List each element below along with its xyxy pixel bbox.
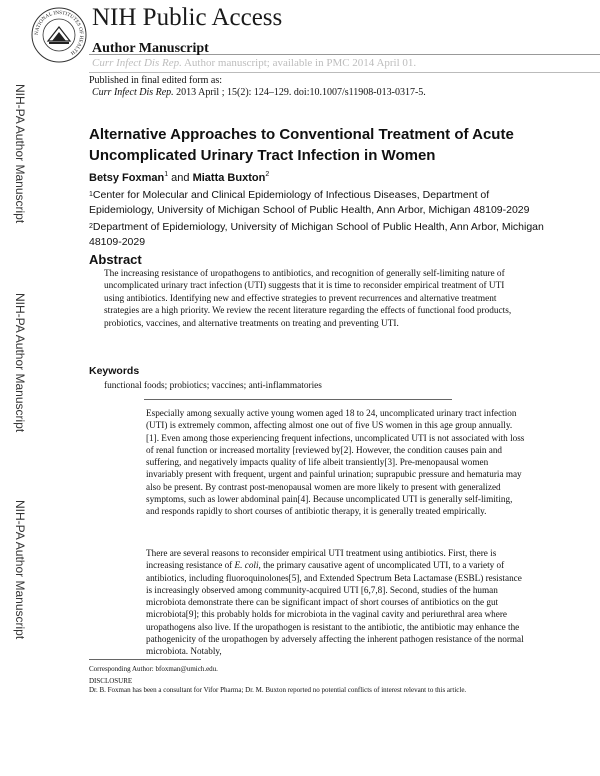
availability-line — [92, 57, 416, 69]
affiliation-2-sup: 2 — [89, 223, 93, 230]
affiliation-1 — [89, 188, 549, 218]
body-paragraph-1: Especially among sexually active young women aged 18 to 24, uncomplicated urinary tract infection (UTI) is extremely common, affecting almost one out of five US women in this age group annually. [1]. Even among those experiencing frequent infections, uncomplicated UTI is not associated with loss of renal function or increased mortality [reviewed by[2]. However, the condition causes pain and suffering, and negatively impacts quality of life albeit transiently[3]. Pre-menopausal women invariably present with frequent, urgent and painful urination; suprapubic pressure and hematuria may also be present. By contrast post-menopausal women are more likely to present with generalized symptoms, such as lower abdominal pain[4]. Because uncomplicated UTI is generally self-limiting, and responds rapidly to short courses of antibiotic therapy, it is generally treated empirically. — [146, 408, 525, 517]
citation-journal: Curr Infect Dis Rep. — [92, 87, 174, 98]
affiliation-2-text: Department of Epidemiology, University of Michigan School of Public Health, Ann Arbor, Michigan 48109-2029 — [89, 221, 544, 248]
citation — [92, 87, 426, 98]
affiliation-1-text: Center for Molecular and Clinical Epidemiology of Infectious Diseases, Department of Epidemiology, University of Michigan School of Public Health, Ann Arbor, Michigan 48109-2029 — [89, 189, 530, 216]
body-divider — [144, 399, 452, 400]
author-line — [89, 172, 269, 184]
body-paragraph-2 — [146, 547, 526, 658]
keywords-heading: Keywords — [89, 365, 140, 377]
side-label-middle: NIH-PA Author Manuscript — [13, 293, 27, 433]
abstract-heading: Abstract — [89, 252, 142, 267]
journal-abbrev: Curr Infect Dis Rep. — [92, 57, 182, 69]
author-separator: and — [168, 172, 193, 184]
footnote-divider — [89, 659, 201, 660]
side-label-bottom: NIH-PA Author Manuscript — [13, 500, 27, 640]
para2-ecoli: E. coli — [234, 560, 259, 571]
author-1-sup: 1 — [164, 171, 169, 178]
disclosure-heading: DISCLOSURE — [89, 677, 133, 685]
disclosure-text: Dr. B. Foxman has been a consultant for Vifor Pharma; Dr. M. Buxton reported no potential conflicts of interest relevant to this article. — [89, 686, 467, 694]
affiliation-1-sup: 1 — [89, 191, 93, 198]
keywords-text: functional foods; probiotics; vaccines; anti-inflammatories — [104, 381, 322, 391]
nih-public-access-title: NIH Public Access — [92, 4, 283, 31]
corresponding-author: Corresponding Author: bfoxman@umich.edu. — [89, 665, 218, 673]
para2-part-a: There are several reasons to reconsider empirical UTI treatment using antibiotics. First, there is increasing resistance of — [146, 548, 497, 571]
nih-seal-logo — [30, 6, 88, 64]
header-divider-lower — [89, 72, 600, 73]
author-2-sup: 2 — [265, 171, 270, 178]
author-2: Miatta Buxton — [192, 172, 266, 184]
author-1: Betsy Foxman — [89, 172, 165, 184]
seal-text: NATIONAL INSTITUTES OF HEALTH — [33, 9, 85, 56]
citation-details: 2013 April ; 15(2): 124–129. doi:10.1007/s11908-013-0317-5. — [173, 87, 426, 98]
availability-text: Author manuscript; available in PMC 2014 April 01. — [181, 57, 417, 69]
article-title: Alternative Approaches to Conventional Treatment of Acute Uncomplicated Urinary Tract Infection in Women — [89, 126, 514, 164]
affiliation-2 — [89, 220, 549, 250]
published-label: Published in final edited form as: — [89, 75, 223, 86]
abstract-text: The increasing resistance of uropathogens to antibiotics, and recognition of generally self-limiting nature of uncomplicated urinary tract infection (UTI) suggests that it is time to reconsider empirical treatment of UTI using antibiotics. Identifying new and effective strategies to prevent recurrences and alternative treatment strategies are a high priority. We review the recent literature regarding the effects of functional food products, probiotics, vaccines, and alternative treatments on treating and preventing UTI. — [104, 269, 512, 329]
side-label-top: NIH-PA Author Manuscript — [13, 84, 27, 224]
author-manuscript-label: Author Manuscript — [92, 41, 209, 56]
para2-part-b: , the primary causative agent of uncomplicated UTI, to a variety of antibiotics, including fluoroquinolones[5], and Extended Spectrum Beta Lactamase (ESBL) resistance is increasingly observed among community-acquired UTI [6,7,8]. Second, studies of the human microbiota demonstrate there can be significant impact of short courses of antibiotics on the gut microbiota[9]; this probably holds for microbiota in the vaginal cavity and periurethral area where uropathogens also live. If the uropathogen is resistant to the antibiotic, the antibiotic may enhance the pathogenicity of the uropathogen by adversely affecting the inherent pathogen resistance of the normal microbiota. Notably, — [146, 560, 524, 657]
